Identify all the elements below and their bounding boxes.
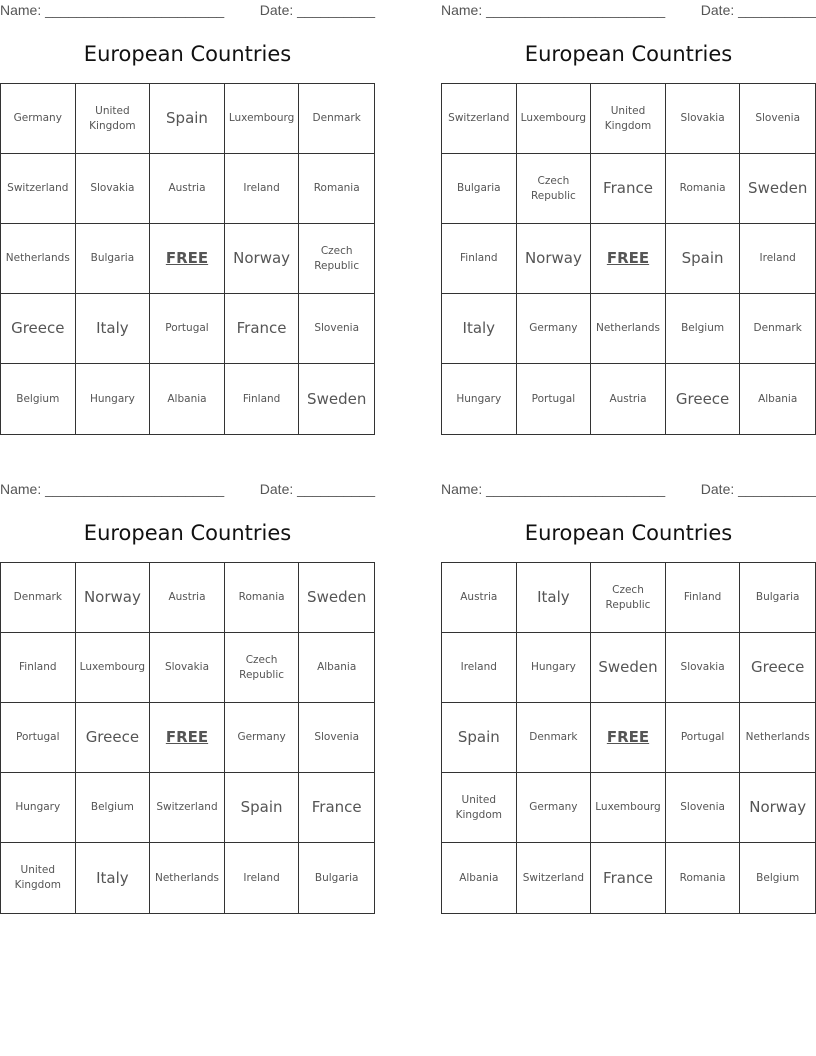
bingo-cell[interactable]: Albania (758, 392, 798, 405)
bingo-cell[interactable]: Albania (150, 364, 225, 434)
bingo-cell[interactable]: Slovenia (299, 294, 374, 364)
card-header (441, 0, 816, 22)
card-header (0, 479, 375, 501)
bingo-cell[interactable]: Germany (225, 703, 300, 773)
free-space-cell[interactable]: FREE (591, 224, 666, 294)
name-field[interactable]: Name: _______________________ (441, 2, 666, 18)
bingo-cell[interactable]: Austria (442, 563, 517, 633)
date-field[interactable]: Date: __________ (259, 481, 375, 497)
bingo-cell[interactable]: Switzerland (517, 843, 592, 913)
bingo-cell[interactable]: Netherlands (1, 224, 76, 294)
date-field[interactable]: Date: __________ (259, 2, 375, 18)
bingo-cell[interactable]: Greece (666, 364, 741, 434)
free-space-cell[interactable]: FREE (591, 703, 666, 773)
bingo-cell[interactable]: Finland (666, 563, 741, 633)
bingo-cell[interactable]: United Kingdom (1, 843, 76, 913)
bingo-cell[interactable]: Norway (517, 224, 592, 294)
bingo-cell[interactable]: Hungary (517, 633, 592, 703)
bingo-cell[interactable]: Czech Republic (225, 633, 300, 703)
bingo-cell[interactable]: Portugal (150, 294, 225, 364)
bingo-cell[interactable]: Austria (150, 154, 225, 224)
bingo-cell[interactable]: Norway (76, 563, 151, 633)
bingo-cell[interactable]: Denmark (1, 563, 76, 633)
bingo-cell[interactable]: Austria (150, 563, 225, 633)
bingo-cell[interactable]: Norway (225, 224, 300, 294)
bingo-cell[interactable]: Austria (591, 364, 666, 434)
bingo-cell[interactable]: United Kingdom (442, 773, 517, 843)
bingo-cell[interactable]: Bulgaria (740, 563, 815, 633)
bingo-cell[interactable]: Luxembourg (225, 84, 300, 154)
bingo-cell[interactable]: United Kingdom (76, 84, 151, 154)
bingo-cell[interactable]: Ireland (740, 224, 815, 294)
bingo-cell[interactable]: Belgium (76, 773, 151, 843)
bingo-cell[interactable]: Greece (76, 703, 151, 773)
bingo-cell[interactable]: Denmark (740, 294, 815, 364)
bingo-cell[interactable]: Italy (76, 843, 151, 913)
bingo-cell[interactable]: Switzerland (1, 154, 76, 224)
bingo-cell[interactable]: Italy (76, 294, 151, 364)
bingo-cell[interactable]: Netherlands (591, 294, 666, 364)
bingo-cell[interactable]: Slovenia (299, 703, 374, 773)
bingo-card-3 (0, 479, 375, 891)
bingo-cell[interactable]: Bulgaria (314, 871, 359, 884)
bingo-cell[interactable]: Hungary (1, 773, 76, 843)
bingo-cell[interactable]: Portugal (517, 364, 592, 434)
bingo-cell[interactable]: Germany (517, 294, 592, 364)
bingo-grid (441, 562, 816, 914)
name-field[interactable]: Name: _______________________ (441, 481, 666, 497)
bingo-cell[interactable]: Romania (666, 154, 741, 224)
name-field[interactable]: Name: _______________________ (0, 2, 225, 18)
bingo-cell[interactable]: Ireland (225, 154, 300, 224)
card-title: European Countries (83, 42, 292, 66)
bingo-cell[interactable]: Germany (1, 84, 76, 154)
bingo-cell[interactable]: Spain (442, 703, 517, 773)
bingo-cell[interactable]: Netherlands (150, 843, 225, 913)
bingo-cell[interactable]: Hungary (76, 364, 151, 434)
date-field[interactable]: Date: __________ (700, 481, 816, 497)
bingo-cell[interactable]: Belgium (756, 871, 800, 884)
bingo-cell[interactable]: France (299, 773, 374, 843)
date-field[interactable]: Date: __________ (700, 2, 816, 18)
bingo-cell[interactable]: Spain (150, 84, 225, 154)
bingo-card-4 (441, 479, 816, 887)
bingo-grid (0, 562, 375, 914)
bingo-cell[interactable]: France (225, 294, 300, 364)
bingo-cell[interactable]: Denmark (517, 703, 592, 773)
bingo-cell[interactable]: Spain (666, 224, 741, 294)
bingo-cell[interactable]: Portugal (666, 703, 741, 773)
bingo-cell[interactable]: Czech Republic (591, 563, 666, 633)
bingo-cell[interactable]: Denmark (299, 84, 374, 154)
bingo-cell[interactable]: Netherlands (740, 703, 815, 773)
bingo-cell[interactable]: Czech Republic (517, 154, 592, 224)
bingo-cell[interactable]: Bulgaria (76, 224, 151, 294)
bingo-cell[interactable]: Finland (442, 224, 517, 294)
bingo-cell[interactable]: Slovenia (740, 84, 815, 154)
bingo-cell[interactable]: Switzerland (442, 84, 517, 154)
bingo-cell[interactable]: Slovakia (76, 154, 151, 224)
bingo-cell[interactable]: Albania (299, 633, 374, 703)
bingo-cell[interactable]: Slovenia (666, 773, 741, 843)
bingo-card-2 (441, 0, 816, 408)
bingo-cell[interactable]: Greece (740, 633, 815, 703)
card-header (441, 479, 816, 501)
bingo-cell[interactable]: Sweden (740, 154, 815, 224)
bingo-cell[interactable]: Hungary (442, 364, 517, 434)
bingo-cell[interactable]: Norway (740, 773, 815, 843)
card-title: European Countries (524, 521, 733, 545)
bingo-cell[interactable]: Belgium (1, 364, 76, 434)
card-header (0, 0, 375, 22)
bingo-cell[interactable]: Italy (517, 563, 592, 633)
bingo-cell[interactable]: United Kingdom (591, 84, 666, 154)
bingo-cell[interactable]: Romania (666, 843, 741, 913)
bingo-cell[interactable]: Finland (225, 364, 300, 434)
free-space-cell[interactable]: FREE (150, 224, 225, 294)
bingo-cell[interactable]: Italy (442, 294, 517, 364)
bingo-cell[interactable]: Spain (225, 773, 300, 843)
bingo-cell[interactable]: Luxembourg (517, 84, 592, 154)
bingo-cell[interactable]: Slovakia (150, 633, 225, 703)
bingo-cell[interactable]: Germany (517, 773, 592, 843)
bingo-cell[interactable]: Switzerland (150, 773, 225, 843)
bingo-grid (441, 83, 816, 435)
bingo-cell[interactable]: Luxembourg (591, 773, 666, 843)
name-field[interactable]: Name: _______________________ (0, 481, 225, 497)
bingo-cell[interactable]: Ireland (442, 633, 517, 703)
bingo-cell[interactable]: Sweden (299, 563, 374, 633)
bingo-cell[interactable]: Finland (1, 633, 76, 703)
bingo-cell[interactable]: Greece (1, 294, 76, 364)
bingo-grid (0, 83, 375, 435)
bingo-card-1 (0, 0, 375, 408)
bingo-cell[interactable]: Sweden (307, 389, 367, 408)
bingo-cell[interactable]: France (591, 843, 666, 913)
bingo-cell[interactable]: Czech Republic (299, 224, 374, 294)
bingo-cell[interactable]: Albania (442, 843, 517, 913)
bingo-cell[interactable]: Romania (225, 563, 300, 633)
bingo-cell[interactable]: Portugal (1, 703, 76, 773)
bingo-cell[interactable]: Sweden (591, 633, 666, 703)
bingo-cell[interactable]: Romania (299, 154, 374, 224)
bingo-cell[interactable]: Belgium (666, 294, 741, 364)
bingo-cell[interactable]: Luxembourg (76, 633, 151, 703)
bingo-cell[interactable]: Slovakia (666, 633, 741, 703)
free-space-cell[interactable]: FREE (150, 703, 225, 773)
bingo-cell[interactable]: Bulgaria (442, 154, 517, 224)
bingo-cell[interactable]: Slovakia (666, 84, 741, 154)
bingo-cell[interactable]: France (591, 154, 666, 224)
bingo-cell[interactable]: Ireland (225, 843, 300, 913)
card-title: European Countries (524, 42, 733, 66)
card-title: European Countries (83, 521, 292, 545)
